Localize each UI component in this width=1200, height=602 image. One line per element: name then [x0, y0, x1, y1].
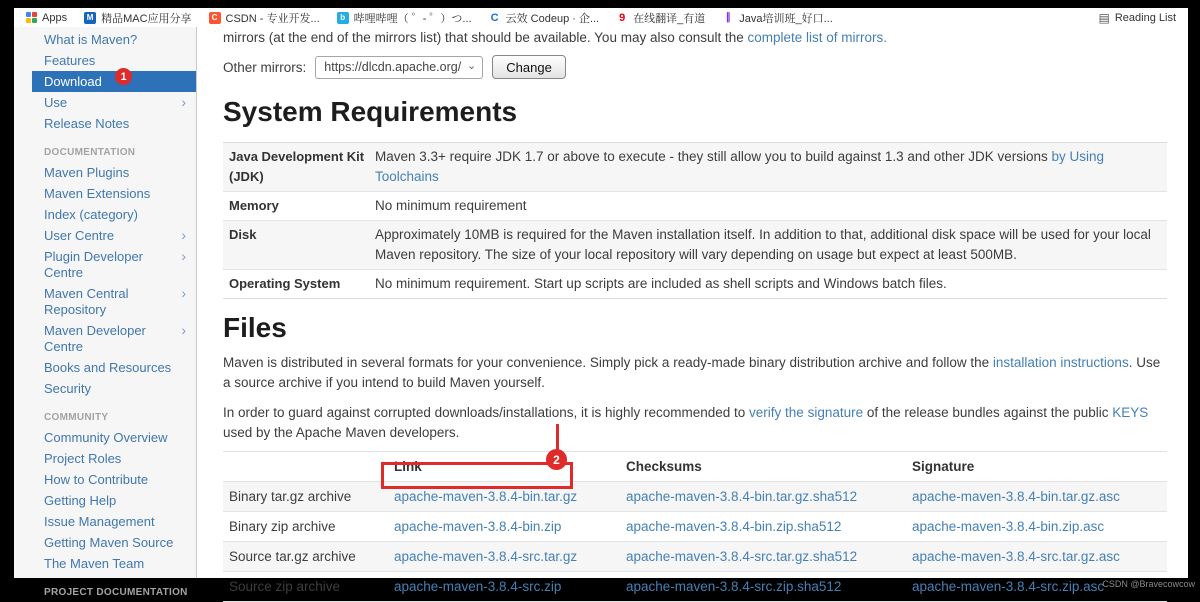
sidebar-item-label: The Maven Team	[44, 555, 145, 571]
sidebar-item-index-category[interactable]	[32, 204, 196, 225]
sidebar-item-label: Download	[44, 73, 102, 89]
sidebar-section-documentation: DOCUMENTATION	[44, 147, 136, 158]
sidebar-item-use[interactable]	[32, 92, 196, 113]
other-mirrors-label: Other mirrors:	[223, 59, 307, 75]
download-link-src-tar-gz[interactable]: apache-maven-3.8.4-src.tar.gz	[394, 549, 578, 564]
bookmark-label: 云效 Codeup · 企...	[505, 12, 600, 25]
header-link: Link	[394, 459, 422, 474]
header-checksums: Checksums	[626, 459, 702, 474]
sidebar-item-getting-maven-source[interactable]	[32, 532, 196, 553]
mirrors-intro-fragment: mirrors (at the end of the mirrors list) that should be available. You may also consult the	[223, 30, 748, 45]
bookmark-label: 哔哩哔哩（ ゜- ゜）つ...	[353, 12, 472, 25]
paragraph-text: In order to guard against corrupted downloads/installations, it is highly recommended to	[223, 405, 750, 420]
chevron-right-icon: ›	[181, 321, 186, 338]
requirement-value	[375, 147, 1161, 187]
change-button[interactable]: Change	[492, 55, 566, 79]
annotation-badge-2: 2	[546, 449, 567, 470]
sidebar-item-label: Use	[44, 94, 68, 110]
sidebar-item-label: How to Contribute	[44, 471, 149, 487]
signature-link[interactable]: apache-maven-3.8.4-bin.zip.asc	[912, 519, 1105, 534]
requirement-value: Approximately 10MB is required for the Maven installation itself. In addition to that, additional disk space will be used for your local Maven repository. The size of your local repository will vary depending on usage but expect at least 500MB.	[375, 227, 1151, 262]
bookmark-label: CSDN - 专业开发...	[225, 12, 320, 25]
favicon-icon: ∥	[725, 12, 731, 23]
sidebar-item-label: Getting Maven Source	[44, 534, 174, 550]
sidebar-item-release-notes[interactable]	[32, 113, 196, 134]
annotation-pointer-line	[556, 424, 559, 450]
sidebar-item-books-and-resources[interactable]	[32, 357, 196, 378]
file-type-label: Source tar.gz archive	[229, 549, 356, 564]
files-paragraph-2	[223, 403, 1167, 443]
bookmark-java-training[interactable]	[722, 10, 833, 26]
sidebar-item-maven-central-repository[interactable]	[32, 283, 196, 320]
checksum-link[interactable]: apache-maven-3.8.4-bin.tar.gz.sha512	[626, 489, 858, 504]
signature-link[interactable]: apache-maven-3.8.4-src.zip.asc	[912, 579, 1105, 594]
bookmark-youdao[interactable]	[616, 10, 705, 26]
sidebar-item-label: Getting Help	[44, 492, 117, 508]
other-mirrors-row	[223, 55, 1167, 79]
sidebar-item-download[interactable]	[32, 71, 196, 92]
sidebar-item-user-centre[interactable]	[32, 225, 196, 246]
chevron-right-icon: ›	[181, 284, 186, 301]
requirement-text: Maven 3.3+ require JDK 1.7 or above to execute - they still allow you to build against 1.3 and other JDK versions	[375, 149, 1052, 164]
download-link-bin-tar-gz[interactable]: apache-maven-3.8.4-bin.tar.gz	[394, 489, 578, 504]
signature-link[interactable]: apache-maven-3.8.4-src.tar.gz.asc	[912, 549, 1120, 564]
sidebar-item-maven-extensions[interactable]	[32, 183, 196, 204]
sidebar-item-security[interactable]	[32, 378, 196, 399]
requirement-label: Disk	[229, 227, 257, 242]
sidebar-nav	[14, 27, 197, 598]
bookmark-bilibili[interactable]	[337, 10, 472, 26]
installation-instructions-link[interactable]: installation instructions	[992, 355, 1129, 370]
download-link-src-zip[interactable]: apache-maven-3.8.4-src.zip	[394, 579, 562, 594]
files-table-header	[223, 452, 1167, 482]
favicon-icon: b	[337, 12, 349, 24]
chevron-down-icon: ⌄	[467, 59, 477, 72]
sidebar-item-project-roles[interactable]	[32, 448, 196, 469]
watermark: CSDN @Bravecowcow	[1102, 579, 1195, 589]
checksum-link[interactable]: apache-maven-3.8.4-src.zip.sha512	[626, 579, 842, 594]
files-paragraph-1	[223, 353, 1167, 393]
paragraph-text: used by the Apache Maven developers.	[223, 425, 460, 440]
download-link-bin-zip[interactable]: apache-maven-3.8.4-bin.zip	[394, 519, 562, 534]
table-row	[223, 143, 1167, 192]
apps-grid-icon	[26, 12, 37, 23]
sidebar-item-issue-management[interactable]	[32, 511, 196, 532]
sidebar-item-label: Features	[44, 52, 96, 68]
sidebar-item-label: Maven Central Repository	[44, 285, 129, 317]
sidebar-item-label: Books and Resources	[44, 359, 172, 375]
file-type-label: Binary zip archive	[229, 519, 336, 534]
table-row	[223, 512, 1167, 542]
sidebar-item-plugin-developer-centre[interactable]	[32, 246, 196, 283]
sidebar-item-getting-help[interactable]	[32, 490, 196, 511]
checksum-link[interactable]: apache-maven-3.8.4-src.tar.gz.sha512	[626, 549, 858, 564]
annotation-highlight-box	[381, 462, 573, 489]
bookmark-label: 精品MAC应用分享	[101, 12, 192, 25]
complete-list-of-mirrors-link[interactable]: complete list of mirrors.	[747, 30, 888, 45]
mirror-select-value: https://dlcdn.apache.org/	[324, 60, 462, 74]
system-requirements-title: System Requirements	[223, 96, 518, 127]
favicon-icon: M	[84, 12, 96, 24]
by-using-toolchains-link[interactable]: by Using Toolchains	[375, 149, 1105, 184]
sidebar-item-label: Project Roles	[44, 450, 122, 466]
bookmark-label: Apps	[42, 11, 68, 24]
reading-list-label: Reading List	[1114, 11, 1176, 24]
table-row	[223, 542, 1167, 572]
bookmarks-bar	[14, 8, 1188, 27]
header-signature: Signature	[912, 459, 975, 474]
keys-link[interactable]: KEYS	[1112, 405, 1149, 420]
bookmark-label: 在线翻译_有道	[633, 12, 706, 25]
requirement-label: Java Development Kit (JDK)	[229, 149, 365, 184]
paragraph-text: Maven is distributed in several formats for your convenience. Simply pick a ready-made binary distribution archive and follow the	[223, 355, 993, 370]
checksum-link[interactable]: apache-maven-3.8.4-bin.zip.sha512	[626, 519, 842, 534]
system-requirements-table	[223, 142, 1167, 299]
sidebar-item-label: What is Maven?	[44, 31, 138, 47]
sidebar-item-what-is-maven[interactable]	[32, 29, 196, 50]
bookmark-csdn[interactable]	[209, 10, 320, 26]
mirrors-intro-text	[223, 29, 1167, 47]
sidebar-item-label: Community Overview	[44, 429, 168, 445]
sidebar-item-features[interactable]	[32, 50, 196, 71]
sidebar-item-maven-developer-centre[interactable]	[32, 320, 196, 357]
bookmark-codeup[interactable]	[489, 10, 600, 26]
reading-list-icon: ▤	[1098, 10, 1110, 25]
annotation-badge-1: 1	[115, 68, 132, 85]
bookmark-apps[interactable]	[26, 12, 67, 24]
header-empty	[223, 457, 386, 476]
table-row	[223, 572, 1167, 602]
signature-link[interactable]: apache-maven-3.8.4-bin.tar.gz.asc	[912, 489, 1120, 504]
sidebar-item-maven-plugins[interactable]	[32, 162, 196, 183]
sidebar-item-how-to-contribute[interactable]	[32, 469, 196, 490]
requirement-label: Memory	[229, 198, 279, 213]
sidebar-item-label: Issue Management	[44, 513, 155, 529]
table-row	[223, 221, 1167, 270]
sidebar-item-label: Maven Developer Centre	[44, 322, 146, 354]
verify-the-signature-link[interactable]: verify the signature	[749, 405, 864, 420]
requirement-value: No minimum requirement	[375, 198, 527, 213]
chevron-right-icon: ›	[181, 93, 186, 110]
mirror-select[interactable]	[315, 56, 483, 79]
files-title: Files	[223, 312, 287, 343]
table-row	[223, 192, 1167, 221]
chevron-right-icon: ›	[181, 226, 186, 243]
sidebar-section-project-documentation: PROJECT DOCUMENTATION	[44, 587, 188, 598]
table-row	[223, 482, 1167, 512]
requirement-label: Operating System	[229, 276, 341, 291]
sidebar-section-community: COMMUNITY	[44, 412, 109, 423]
requirement-value: No minimum requirement. Start up scripts are included as shell scripts and Windows batch files.	[375, 276, 947, 291]
favicon-icon: C	[209, 12, 221, 24]
file-type-label: Source zip archive	[229, 579, 341, 594]
bookmark-mac-share[interactable]	[84, 10, 191, 26]
files-table	[223, 451, 1167, 602]
bookmark-label: Java培训班_好口...	[739, 12, 833, 25]
paragraph-text: of the release bundles against the public	[863, 405, 1113, 420]
sidebar-item-label: Security	[44, 380, 91, 396]
file-type-label: Binary tar.gz archive	[229, 489, 352, 504]
reading-list-button[interactable]	[1099, 12, 1177, 24]
chevron-right-icon: ›	[181, 247, 186, 264]
sidebar-item-community-overview[interactable]	[32, 427, 196, 448]
sidebar-item-the-maven-team[interactable]	[32, 553, 196, 574]
paragraph-text: . Use a source archive if you intend to build Maven yourself.	[223, 355, 1161, 390]
sidebar-item-label: Plugin Developer Centre	[44, 248, 144, 280]
favicon-icon: C	[490, 11, 499, 24]
favicon-icon: 9	[619, 11, 626, 24]
sidebar-item-label: Maven Extensions	[44, 185, 151, 201]
table-row	[223, 270, 1167, 298]
sidebar-item-label: Release Notes	[44, 115, 130, 131]
sidebar-item-label: Index (category)	[44, 206, 138, 222]
sidebar-item-label: User Centre	[44, 227, 115, 243]
sidebar-item-label: Maven Plugins	[44, 164, 130, 180]
